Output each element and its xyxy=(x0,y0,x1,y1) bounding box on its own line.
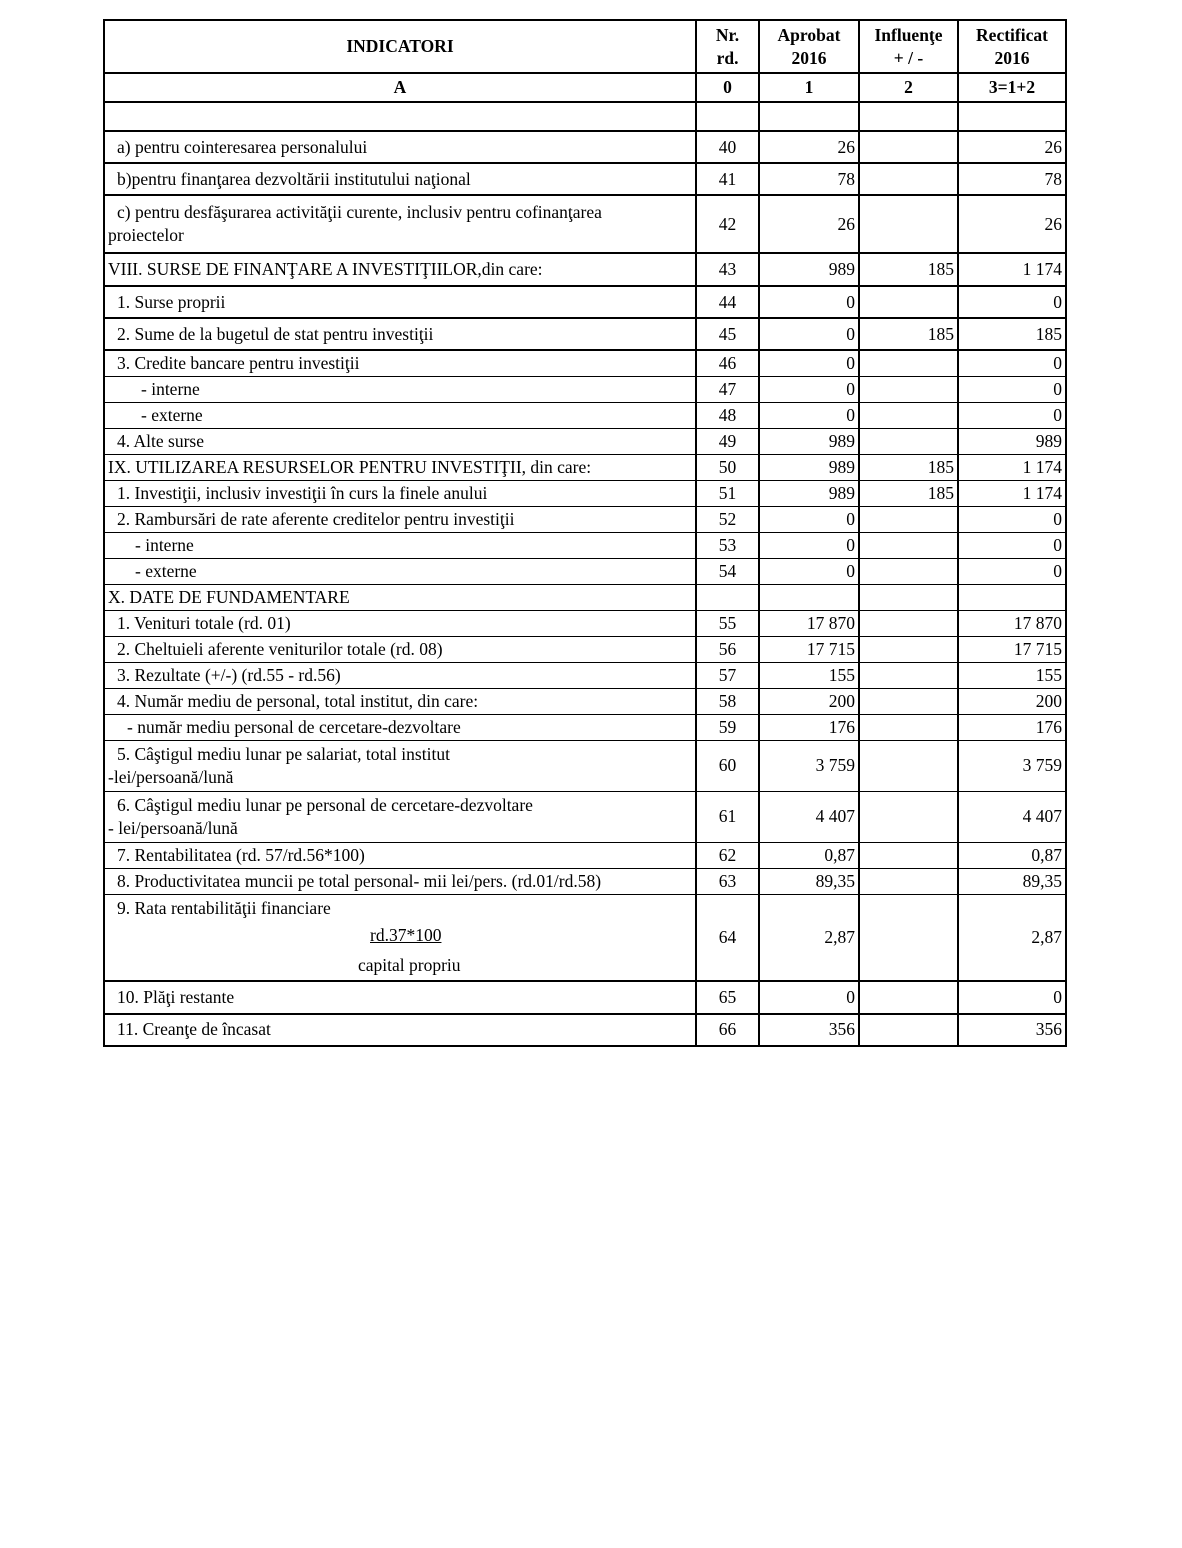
row-label: IX. UTILIZAREA RESURSELOR PENTRU INVESTIŢII, din care: xyxy=(104,454,696,480)
row-aprobat: 989 xyxy=(759,253,859,286)
row-nr: 56 xyxy=(696,636,759,662)
table-row xyxy=(104,740,1066,791)
header-rectificat: Rectificat 2016 xyxy=(958,20,1066,73)
row-label: 2. Sume de la bugetul de stat pentru investiţii xyxy=(104,318,696,350)
row-influente xyxy=(859,286,958,318)
row-nr: 44 xyxy=(696,286,759,318)
row-nr: 50 xyxy=(696,454,759,480)
row-nr: 59 xyxy=(696,714,759,740)
row-label: - externe xyxy=(104,402,696,428)
table-row xyxy=(104,688,1066,714)
row-label: 4. Alte surse xyxy=(104,428,696,454)
table-row xyxy=(104,981,1066,1014)
row-nr: 57 xyxy=(696,662,759,688)
row-influente xyxy=(859,688,958,714)
row-influente xyxy=(859,842,958,868)
row-aprobat: 0 xyxy=(759,558,859,584)
rate-denominator: capital propriu xyxy=(358,954,461,975)
subheader-row xyxy=(104,73,1066,102)
subheader-col3: 3=1+2 xyxy=(958,73,1066,102)
header-nr-rd: Nr. rd. xyxy=(696,20,759,73)
row-influente xyxy=(859,376,958,402)
rate-label: 9. Rata rentabilităţii financiare xyxy=(117,897,331,918)
row-influente xyxy=(859,894,958,981)
table-row xyxy=(104,791,1066,842)
row-nr: 64 xyxy=(696,894,759,981)
row-nr: 42 xyxy=(696,195,759,253)
row-nr: 41 xyxy=(696,163,759,195)
row-rectificat: 155 xyxy=(958,662,1066,688)
row-aprobat xyxy=(759,584,859,610)
row-rectificat: 26 xyxy=(958,131,1066,163)
subheader-col2: 2 xyxy=(859,73,958,102)
row-influente xyxy=(859,163,958,195)
row-nr: 53 xyxy=(696,532,759,558)
row-label: a) pentru cointeresarea personalului xyxy=(104,131,696,163)
table-row xyxy=(104,163,1066,195)
table-row xyxy=(104,610,1066,636)
row-aprobat: 89,35 xyxy=(759,868,859,894)
row-influente xyxy=(859,868,958,894)
table-row xyxy=(104,195,1066,253)
row-rectificat: 2,87 xyxy=(958,894,1066,981)
row-rectificat: 78 xyxy=(958,163,1066,195)
section-label: X. DATE DE FUNDAMENTARE xyxy=(104,584,696,610)
row-rectificat: 0 xyxy=(958,532,1066,558)
row-aprobat: 155 xyxy=(759,662,859,688)
row-nr: 43 xyxy=(696,253,759,286)
row-rectificat: 1 174 xyxy=(958,454,1066,480)
row-influente xyxy=(859,1014,958,1046)
row-aprobat: 989 xyxy=(759,428,859,454)
row-influente xyxy=(859,610,958,636)
row-rectificat: 4 407 xyxy=(958,791,1066,842)
row-label: - externe xyxy=(104,558,696,584)
row-label: 10. Plăţi restante xyxy=(104,981,696,1014)
row-rectificat: 0 xyxy=(958,981,1066,1014)
row-aprobat: 0 xyxy=(759,350,859,376)
row-aprobat: 0 xyxy=(759,286,859,318)
table-row xyxy=(104,842,1066,868)
row-nr: 58 xyxy=(696,688,759,714)
table-row xyxy=(104,402,1066,428)
row-label: VIII. SURSE DE FINANŢARE A INVESTIŢIILOR,din care: xyxy=(104,253,696,286)
row-rectificat: 185 xyxy=(958,318,1066,350)
row-nr: 40 xyxy=(696,131,759,163)
row-aprobat: 0 xyxy=(759,318,859,350)
row-label: 1. Investiţii, inclusiv investiţii în curs la finele anului xyxy=(104,480,696,506)
row-aprobat: 2,87 xyxy=(759,894,859,981)
header-aprobat: Aprobat 2016 xyxy=(759,20,859,73)
row-influente xyxy=(859,506,958,532)
table-row xyxy=(104,350,1066,376)
row-nr: 51 xyxy=(696,480,759,506)
row-aprobat: 200 xyxy=(759,688,859,714)
row-label: - număr mediu personal de cercetare-dezvoltare xyxy=(104,714,696,740)
row-label: 2. Rambursări de rate aferente creditelor pentru investiţii xyxy=(104,506,696,532)
table-row xyxy=(104,1014,1066,1046)
row-aprobat: 26 xyxy=(759,131,859,163)
table-row xyxy=(104,532,1066,558)
table-row xyxy=(104,376,1066,402)
row-influente xyxy=(859,584,958,610)
row-rectificat: 176 xyxy=(958,714,1066,740)
row-label: 1. Venituri totale (rd. 01) xyxy=(104,610,696,636)
row-nr xyxy=(696,584,759,610)
row-nr: 65 xyxy=(696,981,759,1014)
row-nr: 66 xyxy=(696,1014,759,1046)
row-influente: 185 xyxy=(859,454,958,480)
row-aprobat: 0,87 xyxy=(759,842,859,868)
table-row xyxy=(104,558,1066,584)
row-influente xyxy=(859,195,958,253)
row-influente xyxy=(859,428,958,454)
row-rectificat: 989 xyxy=(958,428,1066,454)
row-rectificat: 0 xyxy=(958,506,1066,532)
row-rectificat: 200 xyxy=(958,688,1066,714)
table-row xyxy=(104,480,1066,506)
table-row xyxy=(104,286,1066,318)
row-rectificat: 0 xyxy=(958,376,1066,402)
row-label: - interne xyxy=(104,532,696,558)
table-row xyxy=(104,636,1066,662)
table-row xyxy=(104,662,1066,688)
table-row xyxy=(104,131,1066,163)
row-label: c) pentru desfăşurarea activităţii curente, inclusiv pentru cofinanţarea proiectelor xyxy=(104,195,696,253)
row-rectificat xyxy=(958,584,1066,610)
row-rectificat: 0 xyxy=(958,286,1066,318)
row-influente xyxy=(859,402,958,428)
row-nr: 52 xyxy=(696,506,759,532)
header-indicatori: INDICATORI xyxy=(104,20,696,73)
row-influente: 185 xyxy=(859,253,958,286)
rate-numerator: rd.37*100 xyxy=(370,924,442,945)
header-influente: Influenţe + / - xyxy=(859,20,958,73)
row-rectificat: 0 xyxy=(958,558,1066,584)
table-row xyxy=(104,428,1066,454)
table-row xyxy=(104,454,1066,480)
row-label: 3. Rezultate (+/-) (rd.55 - rd.56) xyxy=(104,662,696,688)
row-influente xyxy=(859,131,958,163)
header-row xyxy=(104,20,1066,73)
row-influente xyxy=(859,558,958,584)
row-influente: 185 xyxy=(859,480,958,506)
row-label: 6. Câştigul mediu lunar pe personal de cercetare-dezvoltare - lei/persoană/lună xyxy=(104,791,696,842)
section-row xyxy=(104,584,1066,610)
row-label: b)pentru finanţarea dezvoltării institutului naţional xyxy=(104,163,696,195)
row-label: 2. Cheltuieli aferente veniturilor totale (rd. 08) xyxy=(104,636,696,662)
row-nr: 48 xyxy=(696,402,759,428)
row-label xyxy=(104,894,696,981)
row-rectificat: 17 715 xyxy=(958,636,1066,662)
subheader-col0: 0 xyxy=(696,73,759,102)
row-rectificat: 0 xyxy=(958,402,1066,428)
row-nr: 55 xyxy=(696,610,759,636)
row-nr: 47 xyxy=(696,376,759,402)
row-aprobat: 989 xyxy=(759,480,859,506)
row-aprobat: 0 xyxy=(759,506,859,532)
row-nr: 45 xyxy=(696,318,759,350)
row-influente xyxy=(859,350,958,376)
row-nr: 62 xyxy=(696,842,759,868)
row-label: 4. Număr mediu de personal, total institut, din care: xyxy=(104,688,696,714)
table-row xyxy=(104,506,1066,532)
row-influente xyxy=(859,981,958,1014)
row-label: 3. Credite bancare pentru investiţii xyxy=(104,350,696,376)
row-aprobat: 0 xyxy=(759,981,859,1014)
subheader-a: A xyxy=(104,73,696,102)
row-aprobat: 0 xyxy=(759,402,859,428)
row-nr: 46 xyxy=(696,350,759,376)
row-aprobat: 176 xyxy=(759,714,859,740)
row-influente xyxy=(859,662,958,688)
row-aprobat: 0 xyxy=(759,376,859,402)
row-rectificat: 3 759 xyxy=(958,740,1066,791)
table-row xyxy=(104,253,1066,286)
row-label: 7. Rentabilitatea (rd. 57/rd.56*100) xyxy=(104,842,696,868)
row-aprobat: 26 xyxy=(759,195,859,253)
row-rectificat: 89,35 xyxy=(958,868,1066,894)
table-row xyxy=(104,318,1066,350)
row-nr: 49 xyxy=(696,428,759,454)
row-rectificat: 26 xyxy=(958,195,1066,253)
row-label: 8. Productivitatea muncii pe total personal- mii lei/pers. (rd.01/rd.58) xyxy=(104,868,696,894)
row-rectificat: 0 xyxy=(958,350,1066,376)
row-influente xyxy=(859,791,958,842)
row-label: 1. Surse proprii xyxy=(104,286,696,318)
row-aprobat: 4 407 xyxy=(759,791,859,842)
row-influente: 185 xyxy=(859,318,958,350)
table-row xyxy=(104,714,1066,740)
row-rectificat: 1 174 xyxy=(958,253,1066,286)
row-aprobat: 989 xyxy=(759,454,859,480)
row-rectificat: 1 174 xyxy=(958,480,1066,506)
subheader-col1: 1 xyxy=(759,73,859,102)
row-label: 11. Creanţe de încasat xyxy=(104,1014,696,1046)
blank-row xyxy=(104,102,1066,131)
row-label: - interne xyxy=(104,376,696,402)
row-aprobat: 356 xyxy=(759,1014,859,1046)
row-influente xyxy=(859,636,958,662)
row-nr: 54 xyxy=(696,558,759,584)
row-nr: 63 xyxy=(696,868,759,894)
table-row xyxy=(104,868,1066,894)
indicators-table xyxy=(103,19,1067,1047)
row-rectificat: 356 xyxy=(958,1014,1066,1046)
row-aprobat: 78 xyxy=(759,163,859,195)
row-nr: 61 xyxy=(696,791,759,842)
row-influente xyxy=(859,714,958,740)
table-row xyxy=(104,894,1066,981)
row-aprobat: 0 xyxy=(759,532,859,558)
row-aprobat: 3 759 xyxy=(759,740,859,791)
row-influente xyxy=(859,532,958,558)
row-aprobat: 17 715 xyxy=(759,636,859,662)
row-rectificat: 0,87 xyxy=(958,842,1066,868)
row-rectificat: 17 870 xyxy=(958,610,1066,636)
row-aprobat: 17 870 xyxy=(759,610,859,636)
row-label: 5. Câştigul mediu lunar pe salariat, total institut -lei/persoană/lună xyxy=(104,740,696,791)
row-influente xyxy=(859,740,958,791)
row-nr: 60 xyxy=(696,740,759,791)
